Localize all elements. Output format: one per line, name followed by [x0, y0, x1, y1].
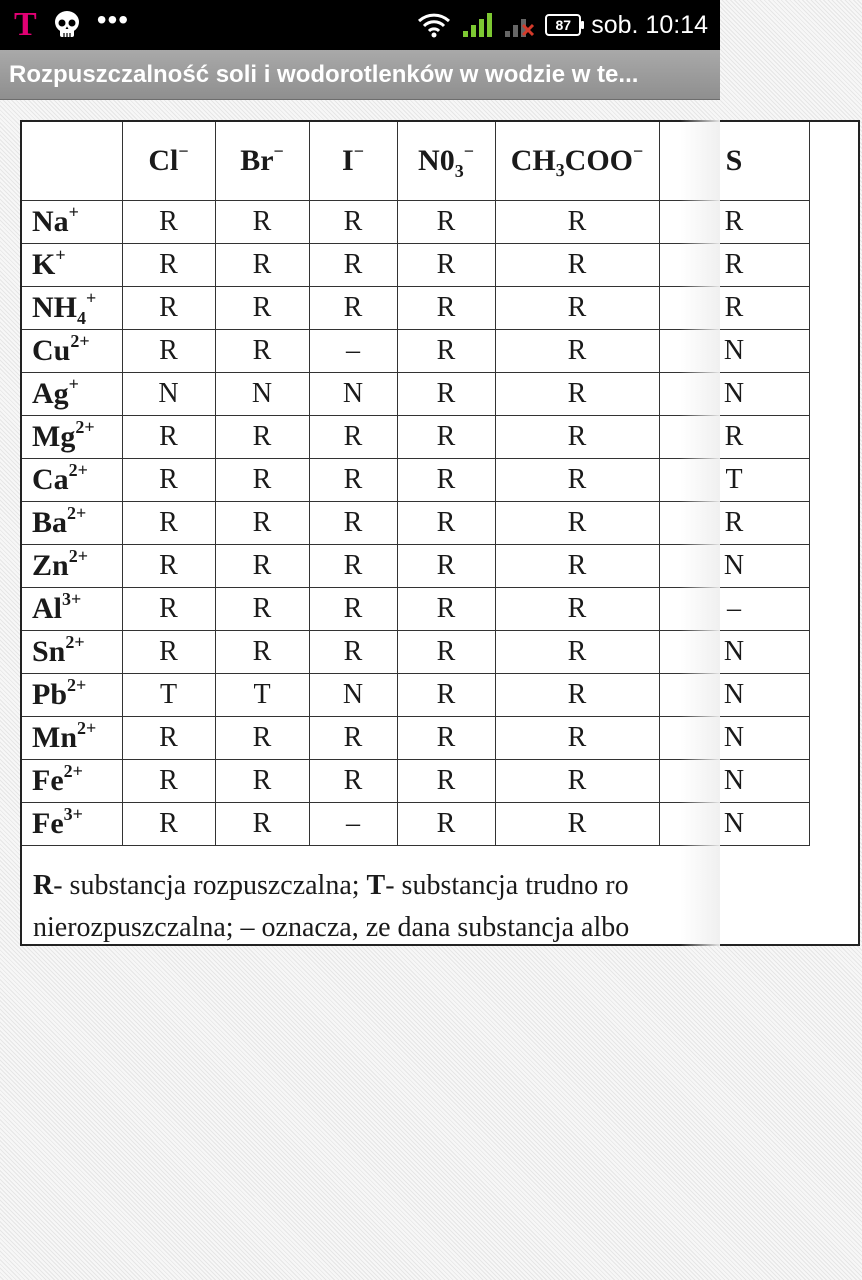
solubility-cell: R [659, 416, 809, 459]
cation-charge: 2+ [65, 632, 85, 652]
cation-cell [22, 502, 122, 545]
solubility-cell: R [309, 588, 397, 631]
solubility-cell: R [122, 760, 215, 803]
solubility-cell: R [122, 502, 215, 545]
anion-symbol: S [725, 144, 743, 177]
solubility-cell: R [215, 588, 309, 631]
solubility-cell: R [215, 459, 309, 502]
solubility-cell: – [309, 803, 397, 846]
solubility-cell: R [495, 287, 659, 330]
signal-icon [461, 11, 493, 39]
cation-charge: + [68, 202, 79, 222]
cation-cell [22, 416, 122, 459]
cation-charge: 3+ [63, 804, 83, 824]
legend-line-2: nierozpuszczalna; – oznacza, ze dana substancja albo [33, 912, 630, 943]
solubility-cell: R [659, 201, 809, 244]
cation-symbol: Fe [32, 764, 64, 797]
anion-charge: − [633, 141, 644, 161]
solubility-cell: R [309, 545, 397, 588]
cation-symbol: Na [32, 205, 69, 238]
solubility-cell: R [122, 588, 215, 631]
anion-header [122, 122, 215, 201]
solubility-cell: R [215, 545, 309, 588]
solubility-cell: R [397, 588, 495, 631]
cation-charge: 2+ [63, 761, 83, 781]
cation-charge: + [68, 374, 79, 394]
solubility-cell: R [397, 201, 495, 244]
status-bar [0, 0, 720, 50]
solubility-cell: R [397, 803, 495, 846]
solubility-cell: R [122, 330, 215, 373]
solubility-cell: R [122, 717, 215, 760]
solubility-cell: R [495, 201, 659, 244]
solubility-cell: R [309, 416, 397, 459]
legend-r-text: - substancja rozpuszczalna; [53, 870, 367, 901]
cation-charge: 2+ [75, 417, 95, 437]
cation-symbol: Ba [32, 506, 68, 539]
solubility-cell: R [397, 674, 495, 717]
solubility-cell: R [122, 631, 215, 674]
cation-symbol: Zn [32, 549, 69, 582]
anion-symbol: I [342, 144, 354, 177]
solubility-cell: R [309, 201, 397, 244]
cation-charge: 3+ [62, 589, 82, 609]
solubility-cell: R [309, 459, 397, 502]
solubility-cell: R [397, 502, 495, 545]
anion-subscript: 3 [454, 161, 464, 181]
wifi-icon [417, 11, 451, 39]
solubility-cell: R [122, 287, 215, 330]
legend-r-symbol: R [33, 870, 54, 901]
solubility-cell: R [495, 373, 659, 416]
solubility-cell: R [659, 502, 809, 545]
anion-charge: − [353, 141, 364, 161]
solubility-cell: N [659, 803, 809, 846]
cation-charge: 2+ [68, 460, 88, 480]
solubility-cell: R [309, 717, 397, 760]
solubility-cell: R [309, 244, 397, 287]
right-edge-fade [680, 120, 720, 946]
solubility-cell: R [397, 631, 495, 674]
cation-cell [22, 545, 122, 588]
solubility-cell: R [397, 459, 495, 502]
cation-cell [22, 459, 122, 502]
cation-subscript: 4 [77, 308, 86, 328]
solubility-cell: R [397, 244, 495, 287]
cation-symbol: Pb [32, 678, 68, 711]
solubility-cell: R [122, 244, 215, 287]
solubility-cell: N [659, 631, 809, 674]
solubility-cell: R [397, 330, 495, 373]
solubility-cell: R [215, 201, 309, 244]
solubility-cell: T [122, 674, 215, 717]
battery-icon [545, 14, 581, 36]
solubility-cell: T [215, 674, 309, 717]
cation-symbol: Mn [32, 721, 77, 754]
cation-cell [22, 717, 122, 760]
solubility-cell: R [659, 244, 809, 287]
skull-icon [51, 9, 83, 41]
solubility-cell: N [309, 373, 397, 416]
anion-header [309, 122, 397, 201]
legend-t-symbol: T [366, 870, 386, 901]
solubility-cell: R [495, 588, 659, 631]
solubility-cell: R [309, 287, 397, 330]
solubility-cell: R [215, 502, 309, 545]
anion-charge: − [273, 141, 284, 161]
cation-cell [22, 244, 122, 287]
solubility-cell: N [659, 330, 809, 373]
solubility-cell: N [659, 373, 809, 416]
anion-charge: − [463, 141, 474, 161]
cation-charge: 2+ [77, 718, 97, 738]
cation-cell [22, 631, 122, 674]
solubility-cell: R [397, 717, 495, 760]
battery-level: 87 [555, 17, 572, 33]
solubility-cell: R [397, 287, 495, 330]
solubility-cell: R [659, 287, 809, 330]
anion-symbol: N0 [418, 144, 455, 177]
cation-symbol: Cu [32, 334, 71, 367]
solubility-cell: R [122, 459, 215, 502]
solubility-cell: R [495, 502, 659, 545]
signal-none-icon [503, 11, 535, 39]
cation-cell [22, 201, 122, 244]
solubility-cell: R [215, 760, 309, 803]
solubility-cell: R [215, 631, 309, 674]
solubility-cell: R [495, 760, 659, 803]
cation-charge: 2+ [67, 503, 87, 523]
cation-symbol: Al [32, 592, 62, 625]
cation-symbol: NH [32, 291, 77, 324]
legend-t-text: - substancja trudno ro [385, 870, 629, 901]
solubility-cell: R [495, 717, 659, 760]
solubility-table-image[interactable] [20, 120, 745, 946]
cation-charge: 2+ [70, 331, 90, 351]
solubility-cell: R [309, 631, 397, 674]
solubility-cell: N [215, 373, 309, 416]
solubility-cell: R [309, 760, 397, 803]
document-page [20, 120, 860, 946]
anion-symbol: CH₃COO [510, 144, 634, 177]
solubility-cell: – [659, 588, 809, 631]
solubility-cell: R [495, 674, 659, 717]
legend-line-1 [33, 870, 629, 902]
cation-cell [22, 588, 122, 631]
solubility-cell: R [309, 502, 397, 545]
anion-symbol: Cl [148, 144, 179, 177]
solubility-cell: R [215, 287, 309, 330]
cation-symbol: Fe [32, 807, 64, 840]
solubility-cell: R [495, 330, 659, 373]
solubility-cell: R [397, 416, 495, 459]
solubility-cell: R [495, 631, 659, 674]
solubility-cell: – [309, 330, 397, 373]
cation-symbol: Ca [32, 463, 69, 496]
cation-charge: + [86, 288, 97, 308]
solubility-cell: R [495, 545, 659, 588]
title-bar [0, 50, 720, 100]
solubility-cell: N [659, 674, 809, 717]
solubility-cell: R [122, 545, 215, 588]
cation-charge: + [55, 245, 66, 265]
solubility-cell: N [659, 545, 809, 588]
solubility-cell: R [215, 416, 309, 459]
cation-cell [22, 803, 122, 846]
more-dots-icon: ••• [96, 4, 130, 35]
cation-cell [22, 330, 122, 373]
solubility-cell: T [659, 459, 809, 502]
solubility-cell: R [215, 717, 309, 760]
cation-symbol: Sn [32, 635, 66, 668]
solubility-cell: R [397, 545, 495, 588]
cation-charge: 2+ [68, 546, 88, 566]
cation-symbol: Ag [32, 377, 69, 410]
legend [22, 860, 862, 946]
solubility-cell: R [495, 459, 659, 502]
solubility-cell: R [122, 416, 215, 459]
header-corner-cell [22, 122, 122, 201]
solubility-cell: R [495, 803, 659, 846]
anion-header [397, 122, 495, 201]
cation-cell [22, 373, 122, 416]
solubility-cell: R [215, 803, 309, 846]
solubility-cell: N [122, 373, 215, 416]
cation-cell [22, 674, 122, 717]
solubility-cell: R [495, 244, 659, 287]
solubility-cell: R [215, 330, 309, 373]
cation-symbol: Mg [32, 420, 76, 453]
solubility-cell: N [309, 674, 397, 717]
cation-charge: 2+ [67, 675, 87, 695]
anion-header [495, 122, 659, 201]
solubility-cell: N [659, 717, 809, 760]
page-title: Rozpuszczalność soli i wodorotlenków w wodzie w te... [9, 61, 639, 88]
clock: sob. 10:14 [591, 11, 708, 39]
solubility-cell: R [397, 373, 495, 416]
solubility-cell: R [495, 416, 659, 459]
anion-header [215, 122, 309, 201]
solubility-cell: R [397, 760, 495, 803]
anion-charge: − [178, 141, 189, 161]
solubility-cell: R [122, 201, 215, 244]
anion-symbol: Br [240, 144, 274, 177]
t-mobile-logo-icon: T [14, 6, 37, 43]
cation-cell [22, 760, 122, 803]
solubility-cell: N [659, 760, 809, 803]
solubility-cell: R [215, 244, 309, 287]
cation-symbol: K [32, 248, 56, 281]
cation-cell [22, 287, 122, 330]
solubility-cell: R [122, 803, 215, 846]
